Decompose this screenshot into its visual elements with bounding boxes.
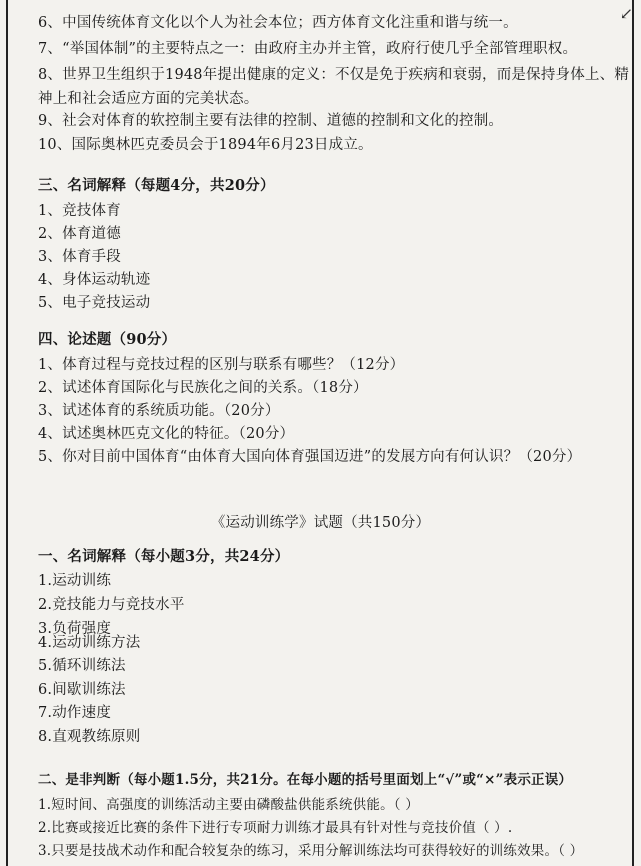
essay-item: 2、试述体育国际化与民族化之间的关系。（18分） xyxy=(38,380,368,396)
section-4-heading: 四、论述题（90分） xyxy=(38,331,177,348)
statement-8-cont: 神上和社会适应方面的完美状态。 xyxy=(38,91,259,107)
statement-9: 9、社会对体育的软控制主要有法律的控制、道德的控制和文化的控制。 xyxy=(38,113,504,129)
statement-10: 10、国际奥林匹克委员会于1894年6月23日成立。 xyxy=(38,137,373,153)
part-2-heading: 二、是非判断（每小题1.5分，共21分。在每小题的括号里面划上“√”或“×”表示正误） xyxy=(38,772,573,788)
corner-mark-icon: ↙ xyxy=(619,4,633,23)
term-item: 3、体育手段 xyxy=(38,249,121,265)
statement-6: 6、中国传统体育文化以个人为社会本位；西方体育文化注重和谐与统一。 xyxy=(38,15,518,31)
section-3-heading: 三、名词解释（每题4分，共20分） xyxy=(38,177,275,194)
term-item: 7.动作速度 xyxy=(38,705,112,721)
term-item: 6.间歇训练法 xyxy=(38,682,126,698)
term-item: 2、体育道德 xyxy=(38,226,121,242)
exam-title: 《运动训练学》试题（共150分） xyxy=(210,515,431,531)
essay-item: 4、试述奥林匹克文化的特征。（20分） xyxy=(38,426,295,442)
essay-item: 3、试述体育的系统质功能。（20分） xyxy=(38,403,280,419)
statement-7: 7、“举国体制”的主要特点之一：由政府主办并主管，政府行使几乎全部管理职权。 xyxy=(38,41,578,57)
term-item: 4、身体运动轨迹 xyxy=(38,272,151,288)
essay-item: 1、体育过程与竞技过程的区别与联系有哪些？（12分） xyxy=(38,357,405,373)
part-1-heading: 一、名词解释（每小题3分，共24分） xyxy=(38,548,290,565)
term-item: 8.直观教练原则 xyxy=(38,729,141,745)
judgement-item: 2.比赛或接近比赛的条件下进行专项耐力训练才最具有针对性与竞技价值（ ）. xyxy=(38,820,513,836)
term-item: 1、竞技体育 xyxy=(38,203,121,219)
term-item: 3.负荷强度 xyxy=(38,621,112,637)
term-item: 5、电子竞技运动 xyxy=(38,295,151,311)
term-item: 2.竞技能力与竞技水平 xyxy=(38,597,185,613)
essay-item: 5、你对目前中国体育“由体育大国向体育强国迈进”的发展方向有何认识？（20分） xyxy=(38,449,582,465)
term-item: 5.循环训练法 xyxy=(38,658,126,674)
term-item: 1.运动训练 xyxy=(38,573,112,589)
term-item: 4.运动训练方法 xyxy=(38,635,141,651)
statement-8: 8、世界卫生组织于1948年提出健康的定义：不仅是免于疾病和衰弱，而是保持身体上、精 xyxy=(38,67,630,83)
judgement-item: 3.只要是技战术动作和配合较复杂的练习，采用分解训练法均可获得较好的训练效果。（ ） xyxy=(38,843,584,859)
judgement-item: 1.短时间、高强度的训练活动主要由磷酸盐供能系统供能。（ ） xyxy=(38,797,419,813)
